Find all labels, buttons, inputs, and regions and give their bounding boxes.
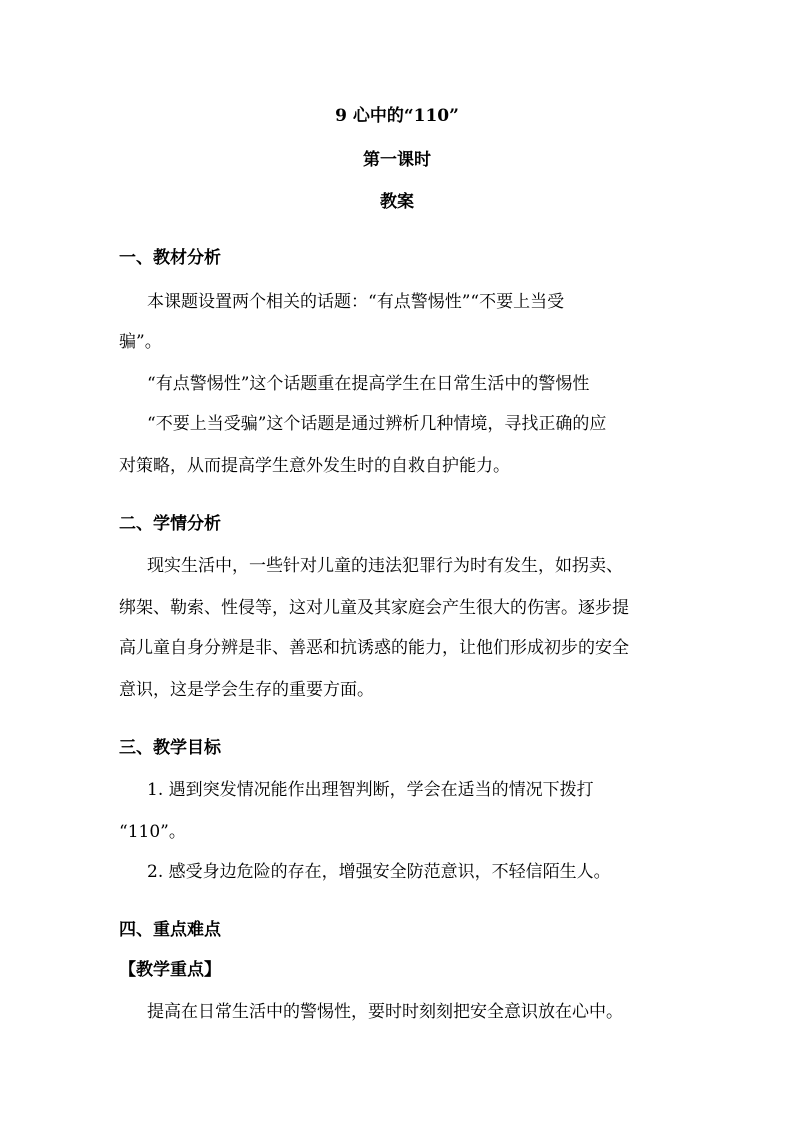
paragraph-line: “有点警惕性”这个话题重在提高学生在日常生活中的警惕性 xyxy=(147,374,590,394)
paragraph-line: 对策略，从而提高学生意外发生时的自救自护能力。 xyxy=(119,456,510,476)
section-heading-student-analysis: 二、学情分析 xyxy=(119,514,221,534)
paragraph-line: 意识，这是学会生存的重要方面。 xyxy=(119,680,374,700)
paragraph-line: 绑架、勒索、性侵等，这对儿童及其家庭会产生很大的伤害。逐步提 xyxy=(119,598,629,618)
section-heading-teaching-goals: 三、教学目标 xyxy=(119,738,221,758)
paragraph-line: 本课题设置两个相关的话题：“有点警惕性”“不要上当受 xyxy=(147,292,565,312)
paragraph-line: 现实生活中，一些针对儿童的违法犯罪行为时有发生，如拐卖、 xyxy=(147,556,623,576)
document-subtitle: 第一课时 xyxy=(363,150,431,170)
section-heading-key-points: 四、重点难点 xyxy=(119,920,221,940)
paragraph-line: “不要上当受骗”这个话题是通过辨析几种情境，寻找正确的应 xyxy=(147,414,607,434)
paragraph-line: 提高在日常生活中的警惕性，要时时刻刻把安全意识放在心中。 xyxy=(147,1002,623,1022)
teaching-focus-label: 【教学重点】 xyxy=(119,960,221,980)
document-type: 教案 xyxy=(380,192,414,212)
goal-line: 2. 感受身边危险的存在，增强安全防范意识，不轻信陌生人。 xyxy=(147,862,611,882)
document-title: 9 心中的“110” xyxy=(335,106,459,126)
goal-line: “110”。 xyxy=(119,822,186,842)
goal-line: 1. 遇到突发情况能作出理智判断，学会在适当的情况下拨打 xyxy=(147,780,594,800)
section-heading-textbook-analysis: 一、教材分析 xyxy=(119,248,221,268)
paragraph-line: 高儿童自身分辨是非、善恶和抗诱惑的能力，让他们形成初步的安全 xyxy=(119,638,629,658)
paragraph-line: 骗”。 xyxy=(119,332,162,352)
